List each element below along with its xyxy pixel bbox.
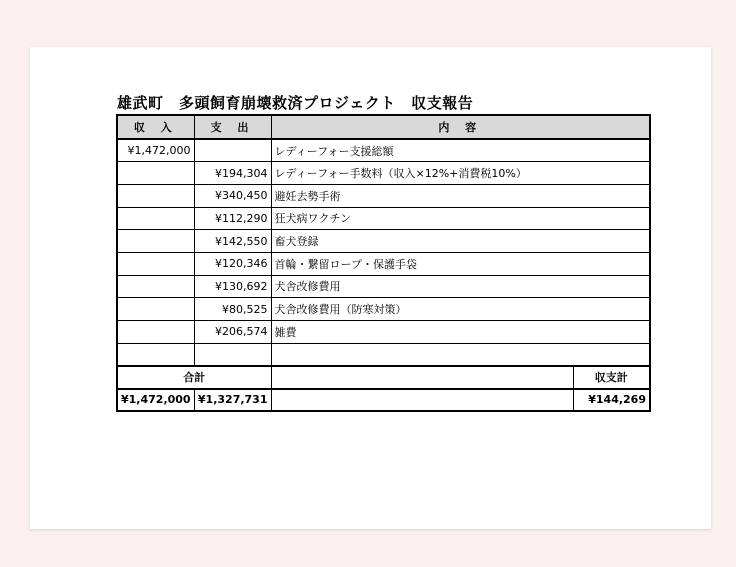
income-cell <box>117 321 194 344</box>
income-cell <box>117 207 194 230</box>
expense-cell <box>194 343 271 366</box>
expense-cell: ¥340,450 <box>194 184 271 207</box>
expense-cell: ¥120,346 <box>194 252 271 275</box>
income-cell <box>117 162 194 185</box>
content-cell: レディーフォー手数料（収入×12%+消費税10%） <box>271 162 650 185</box>
table-row <box>117 162 650 185</box>
content-cell: レディーフォー支援総額 <box>271 139 650 162</box>
income-cell <box>117 343 194 366</box>
table-row <box>117 252 650 275</box>
header-content: 内 容 <box>271 115 650 139</box>
table-row <box>117 230 650 253</box>
content-cell: 首輪・繋留ロープ・保護手袋 <box>271 252 650 275</box>
balance-label: 収支計 <box>573 366 650 389</box>
total-values-row <box>117 389 650 412</box>
income-cell <box>117 298 194 321</box>
content-cell: 犬舎改修費用（防寒対策） <box>271 298 650 321</box>
content-cell: 畜犬登録 <box>271 230 650 253</box>
expense-cell: ¥112,290 <box>194 207 271 230</box>
content-cell: 避妊去勢手術 <box>271 184 650 207</box>
expense-cell: ¥194,304 <box>194 162 271 185</box>
expense-cell: ¥80,525 <box>194 298 271 321</box>
expense-cell <box>194 139 271 162</box>
table-row <box>117 321 650 344</box>
balance-total: ¥144,269 <box>573 389 650 412</box>
table-header-row <box>117 115 650 139</box>
header-income: 収 入 <box>117 115 194 139</box>
content-cell: 狂犬病ワクチン <box>271 207 650 230</box>
total-blank-cell <box>271 366 573 389</box>
content-cell: 犬舎改修費用 <box>271 275 650 298</box>
table-row <box>117 275 650 298</box>
expense-cell: ¥206,574 <box>194 321 271 344</box>
content-cell: 雑費 <box>271 321 650 344</box>
table-row <box>117 207 650 230</box>
income-expense-table <box>116 114 651 412</box>
content-cell <box>271 343 650 366</box>
table-row <box>117 139 650 162</box>
income-cell <box>117 184 194 207</box>
expense-cell: ¥142,550 <box>194 230 271 253</box>
total-label-row <box>117 366 650 389</box>
table-row <box>117 184 650 207</box>
total-values-blank-cell <box>271 389 573 412</box>
total-income: ¥1,472,000 <box>117 389 194 412</box>
table-row <box>117 343 650 366</box>
report-title: 雄武町 多頭飼育崩壊救済プロジェクト 収支報告 <box>117 94 474 112</box>
total-expense: ¥1,327,731 <box>194 389 271 412</box>
income-cell <box>117 252 194 275</box>
income-cell <box>117 230 194 253</box>
income-cell <box>117 275 194 298</box>
table-row <box>117 298 650 321</box>
header-expense: 支 出 <box>194 115 271 139</box>
income-cell: ¥1,472,000 <box>117 139 194 162</box>
expense-cell: ¥130,692 <box>194 275 271 298</box>
total-label: 合計 <box>117 366 271 389</box>
